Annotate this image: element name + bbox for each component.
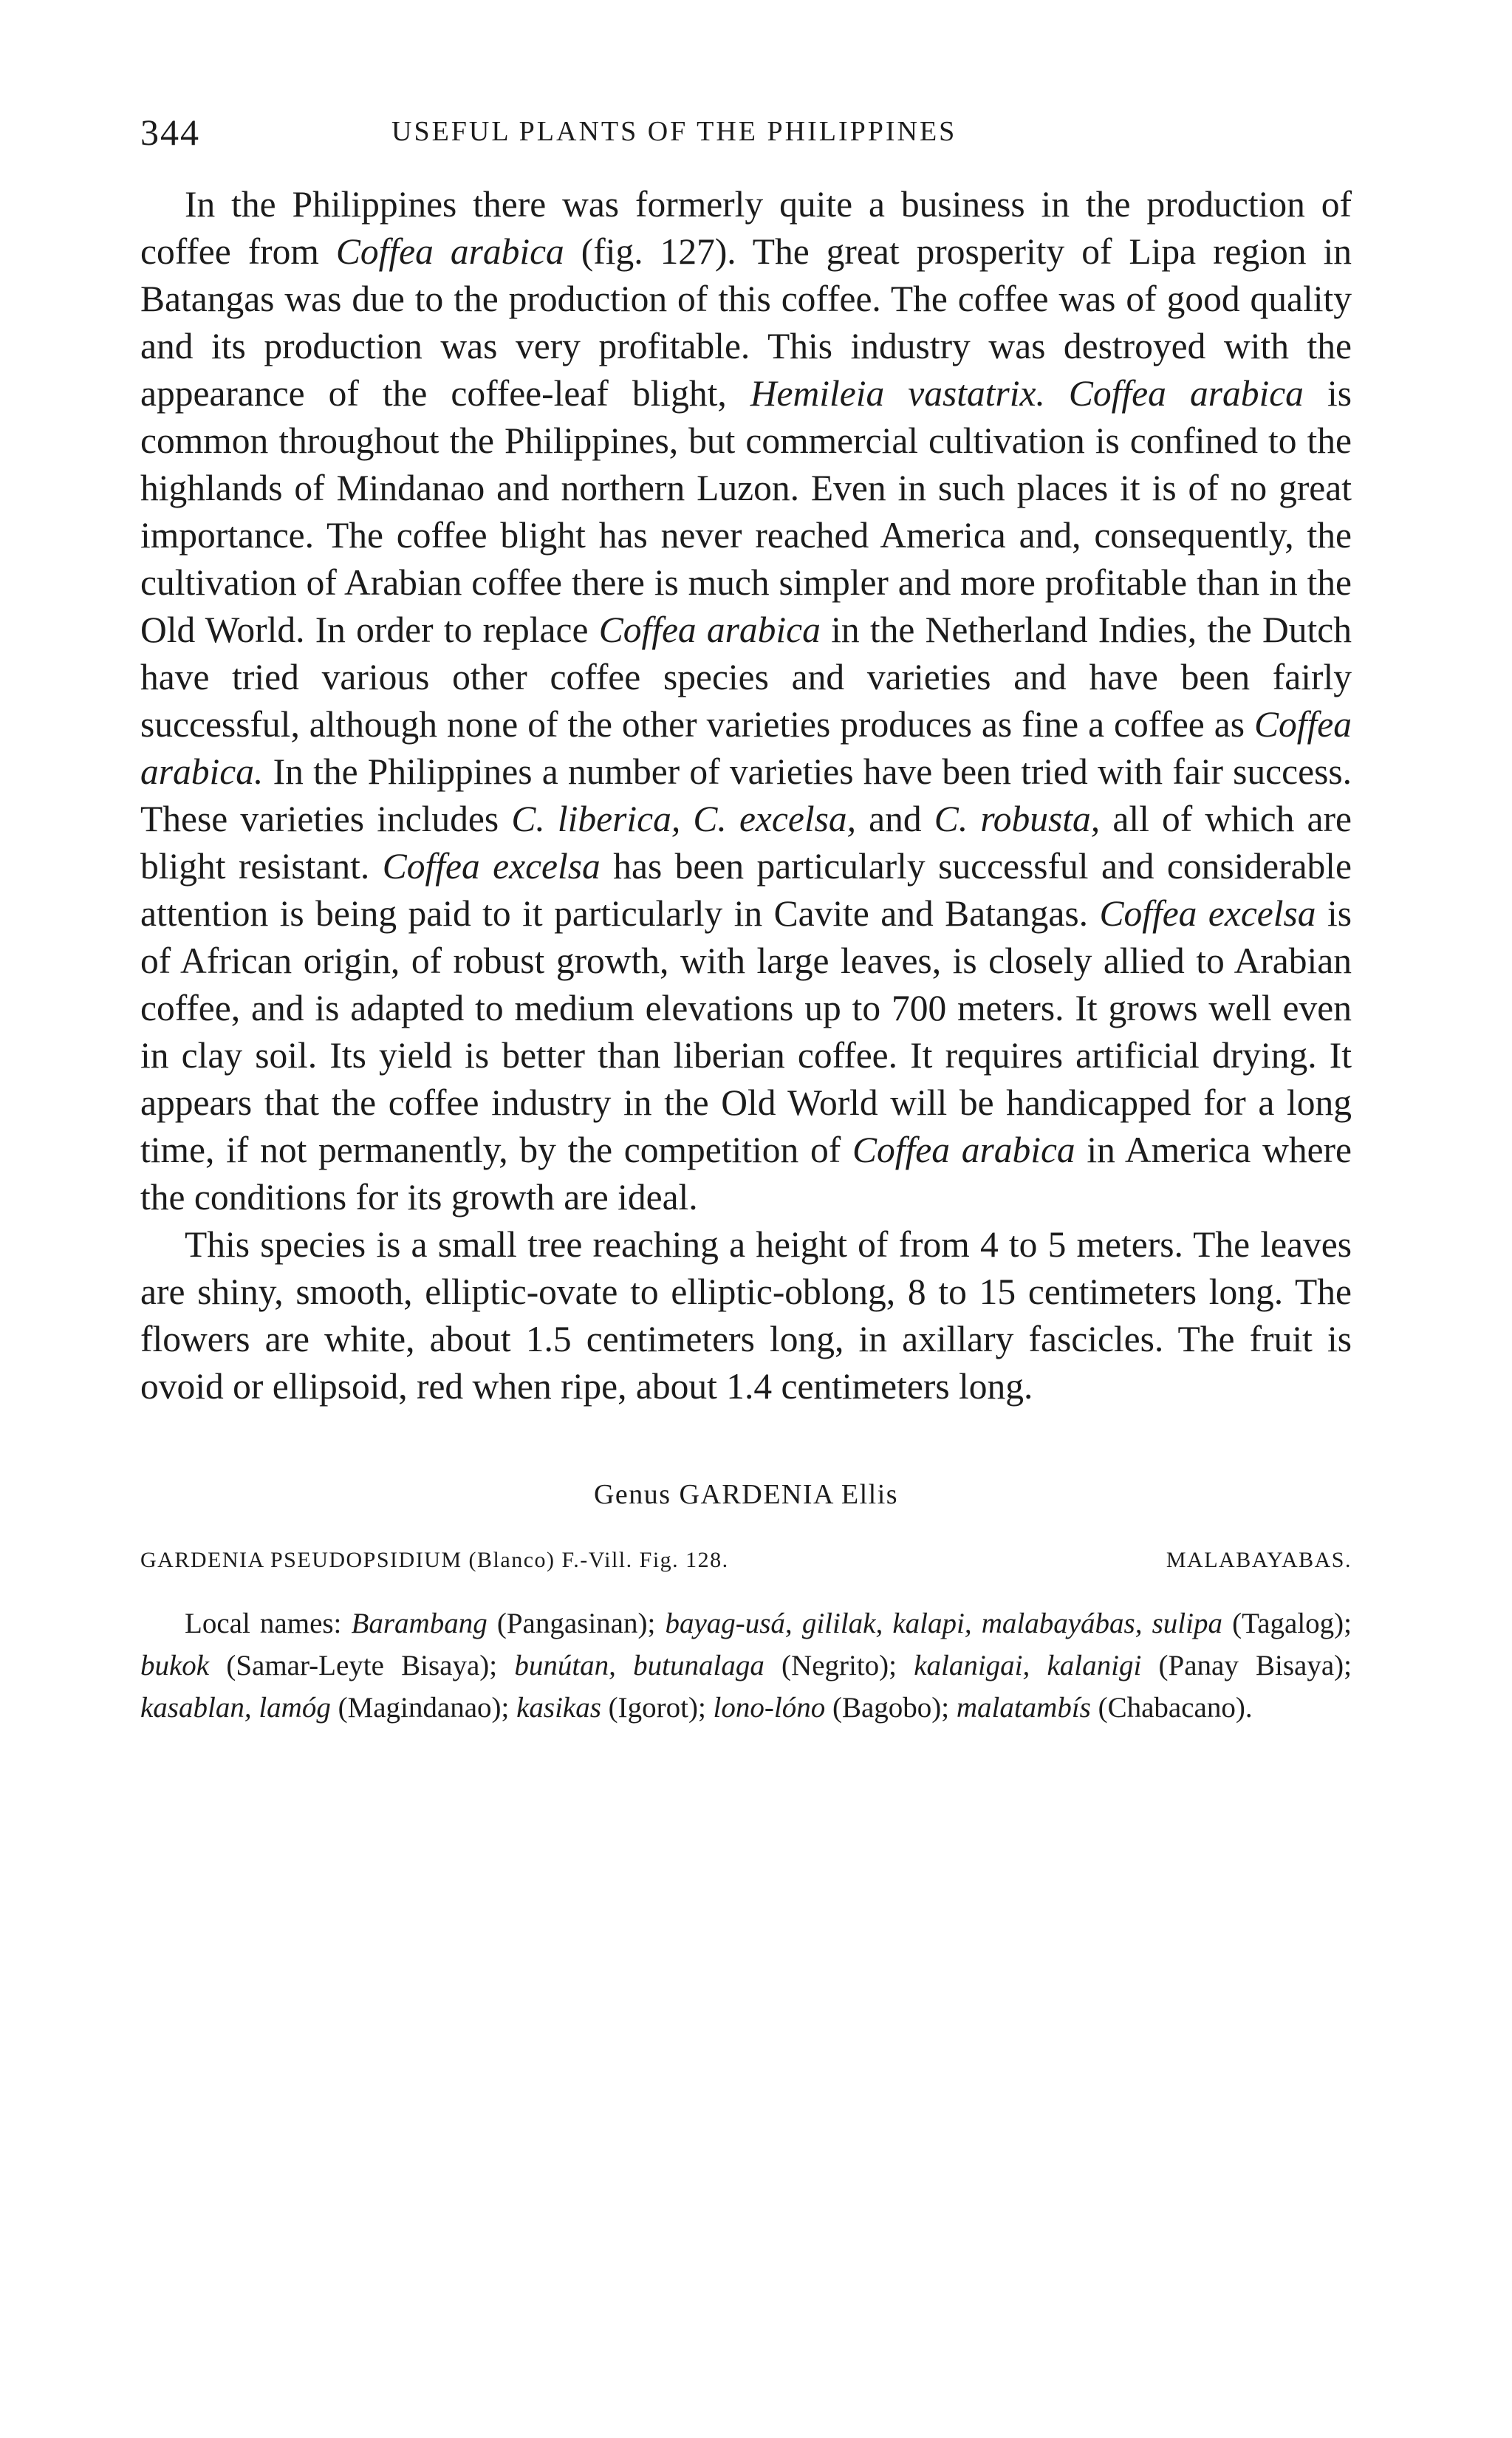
species-name: GARDENIA PSEUDOPSIDIUM (Blanco) F.-Vill. Fig. 128. <box>140 1548 729 1572</box>
text-run: in America where the conditions for its growth are ideal. <box>140 1130 1352 1218</box>
text-run: (Bagobo); <box>825 1692 957 1724</box>
text-run: is of African origin, of robust growth, with large leaves, is closely allied to Arabian coffee, and is adapted to medium elevations up to 700 meters. It grows well even in clay soil. Its yield is better than liberian coffee. It requires artificial drying. It appears that the coffee industry in the Old World will be handicapped for a long time, if not permanently, by the competition of <box>140 893 1352 1170</box>
italic-name: kalanigai, kalanigi <box>914 1650 1142 1681</box>
species-entry <box>140 1548 1352 1573</box>
italic-taxon: Hemileia vastatrix. <box>750 373 1045 414</box>
running-title: USEFUL PLANTS OF THE PHILIPPINES <box>391 116 957 147</box>
species-common-name: MALABAYABAS. <box>1166 1548 1352 1572</box>
italic-taxon: Coffea arabica <box>598 610 821 650</box>
italic-name: bayag-usá, gililak, kalapi, malabayábas, sulipa <box>665 1608 1222 1639</box>
italic-name: kasikas <box>516 1692 601 1724</box>
paragraph-coffee-history <box>140 181 1352 1221</box>
italic-name: bunútan, butunalaga <box>514 1650 764 1681</box>
text-run: (Negrito); <box>764 1650 914 1681</box>
italic-taxon: C. liberica, C. excelsa, <box>511 799 856 839</box>
text-run: (Magindanao); <box>330 1692 517 1724</box>
text-run: Local names: <box>185 1608 352 1639</box>
text-run: (Tagalog); <box>1222 1608 1352 1639</box>
italic-taxon: Coffea arabica <box>335 231 564 272</box>
running-head <box>140 111 1352 170</box>
text-block <box>140 181 1352 1729</box>
text-run: in the Netherland Indies, the Dutch have tried various other coffee species and varieties and have been fairly successful, although none of the other varieties produces as fine a coffee as <box>140 610 1352 745</box>
text-run <box>1045 373 1069 414</box>
italic-taxon: Coffea arabica <box>1068 373 1304 414</box>
italic-name: kasablan, lamóg <box>140 1692 331 1724</box>
page-number: 344 <box>140 112 200 153</box>
text-run: is common throughout the Philippines, but commercial cultivation is confined to the highlands of Mindanao and northern Luzon. Even in such places it is of no great importance. The coffee blight has never reached America and, consequently, the cultivation of Arabian coffee there is much simpler and more profitable than in the Old World. In order to replace <box>140 373 1352 650</box>
italic-taxon: C. robusta, <box>934 799 1101 839</box>
genus-heading: Genus GARDENIA Ellis <box>593 1479 899 1510</box>
text-run: In the Philippines there was formerly quite a business in the production of coffee from <box>140 184 1352 272</box>
italic-name: lono-lóno <box>713 1692 826 1724</box>
italic-taxon: Coffea arabica <box>852 1130 1075 1170</box>
italic-name: Barambang <box>351 1608 488 1639</box>
text-run: (Panay Bisaya); <box>1141 1650 1352 1681</box>
italic-taxon: Coffea arabica. <box>140 704 1352 792</box>
local-names <box>140 1602 1352 1729</box>
text-run: (Samar-Leyte Bisaya); <box>209 1650 515 1681</box>
italic-taxon: Coffea excelsa <box>1099 893 1316 934</box>
text-run: (fig. 127). The great prosperity of Lipa region in Batangas was due to the production of this coffee. The coffee was of good quality and its production was very profitable. This industry was destroyed with the appearance of the coffee-leaf blight, <box>140 231 1352 414</box>
text-run: In the Philippines a number of varieties have been tried with fair success. These varieties includes <box>140 751 1352 839</box>
italic-name: bukok <box>140 1650 210 1681</box>
text-run: (Chabacano). <box>1090 1692 1253 1724</box>
text-run: all of which are blight resistant. <box>140 799 1352 887</box>
text-run: (Pangasinan); <box>487 1608 666 1639</box>
text-run: and <box>855 799 934 839</box>
italic-name: malatambís <box>956 1692 1091 1724</box>
italic-taxon: Coffea excelsa <box>382 846 601 887</box>
paragraph-species-description: This species is a small tree reaching a height of from 4 to 5 meters. The leaves are shiny, smooth, elliptic-ovate to elliptic-oblong, 8 to 15 centimeters long. The flowers are white, about 1.5 centimeters long, in axillary fascicles. The fruit is ovoid or ellipsoid, red when ripe, about 1.4 centimeters long. <box>140 1224 1352 1407</box>
text-run: (Igorot); <box>601 1692 714 1724</box>
text-run: has been particularly successful and considerable attention is being paid to it particularly in Cavite and Batangas. <box>140 846 1352 934</box>
